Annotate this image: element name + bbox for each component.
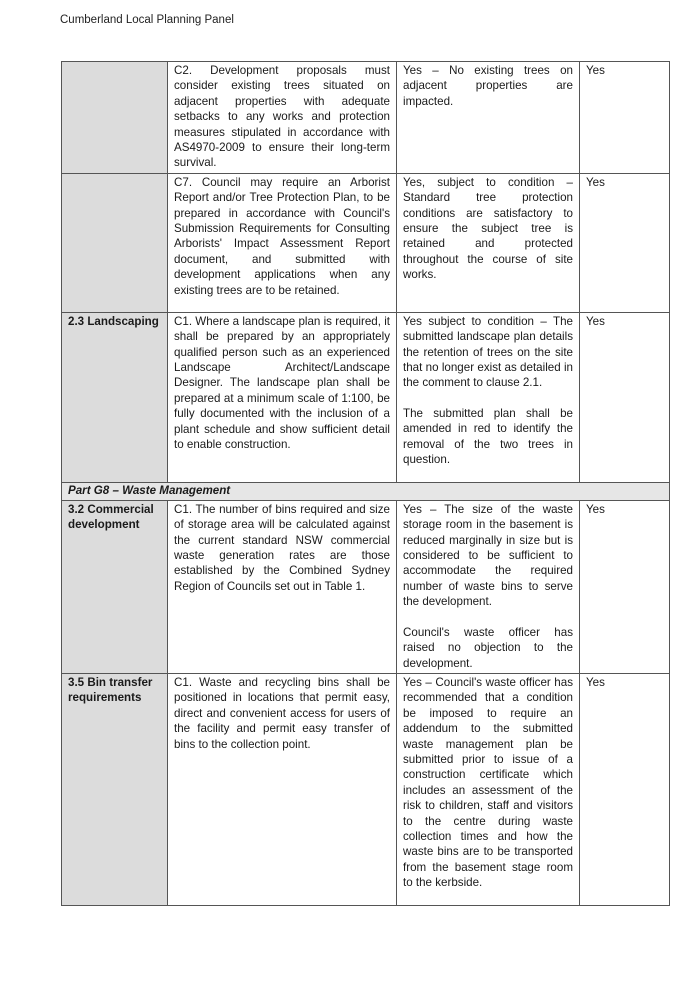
page-header: Cumberland Local Planning Panel [60,14,234,26]
section-cell [62,62,168,174]
comment-cell [397,173,580,312]
assessment-table [61,61,670,906]
comment-cell [397,673,580,905]
comment-cell [397,312,580,482]
complies-cell: Yes [580,62,670,174]
comment-text: Yes subject to condition – The submitted landscape plan details the retention of trees on the site that no longer exist as detailed in the comment to clause 2.1. [403,314,573,390]
control-cell: C2. Development proposals must consider existing trees situated on adjacent properties with adequate setbacks to any works and protection measures stipulated in accordance with AS4970-2009 to ensure their long-term survival. [168,62,397,174]
table-row [62,62,670,174]
comment-cell [397,500,580,673]
control-cell: C7. Council may require an Arborist Report and/or Tree Protection Plan, to be prepared in accordance with Council's Submission Requirements for Consulting Arborists' Impact Assessment Report document, and submitted with development applications when any existing trees are to be retained. [168,173,397,312]
section-cell [62,173,168,312]
part-heading: Part G8 – Waste Management [62,482,670,500]
table-row [62,673,670,905]
section-cell: 3.2 Commercial development [62,500,168,673]
complies-cell: Yes [580,312,670,482]
comment-text: Yes, subject to condition – Standard tree protection conditions are satisfactory to ensure the subject tree is retained and protected throughout the course of site works. [403,175,573,282]
complies-cell: Yes [580,500,670,673]
comment-text: Council's waste officer has raised no objection to the development. [403,625,573,670]
complies-cell: Yes [580,173,670,312]
control-cell: C1. Waste and recycling bins shall be positioned in locations that permit easy, direct and convenient access for users of the facility and permit easy transfer of bins to the collection point. [168,673,397,905]
control-cell: C1. The number of bins required and size of storage area will be calculated against the current standard NSW commercial waste generation rates are those established by the Combined Sydney Region of Councils set out in Table 1. [168,500,397,673]
section-cell: 3.5 Bin transfer requirements [62,673,168,905]
comment-text: Yes – No existing trees on adjacent properties are impacted. [403,64,573,108]
comment-text: Yes – Council's waste officer has recommended that a condition be imposed to require an addendum to the submitted waste management plan be submitted prior to issue of a construction certificate which includes an assessment of the risk to children, staff and visitors to the centre during waste collection times and how the waste bins are to be transported from the basement stage room to the kerbside. [403,675,573,890]
complies-cell: Yes [580,673,670,905]
comment-text: The submitted plan shall be amended in red to identify the removal of the two trees in question. [403,406,573,467]
table-row [62,312,670,482]
comment-text: Yes – The size of the waste storage room in the basement is reduced marginally in size but is considered to be sufficient to accommodate the required number of waste bins to serve the development. [403,502,573,609]
control-cell: C1. Where a landscape plan is required, it shall be prepared by an appropriately qualified person such as an experienced Landscape Architect/Landscape Designer. The landscape plan shall be prepared at a minimum scale of 1:100, be fully documented with the inclusion of a plant schedule and show sufficient detail to enable construction. [168,312,397,482]
section-cell: 2.3 Landscaping [62,312,168,482]
part-heading-row [62,482,670,500]
table-row [62,500,670,673]
comment-cell [397,62,580,174]
table-row [62,173,670,312]
